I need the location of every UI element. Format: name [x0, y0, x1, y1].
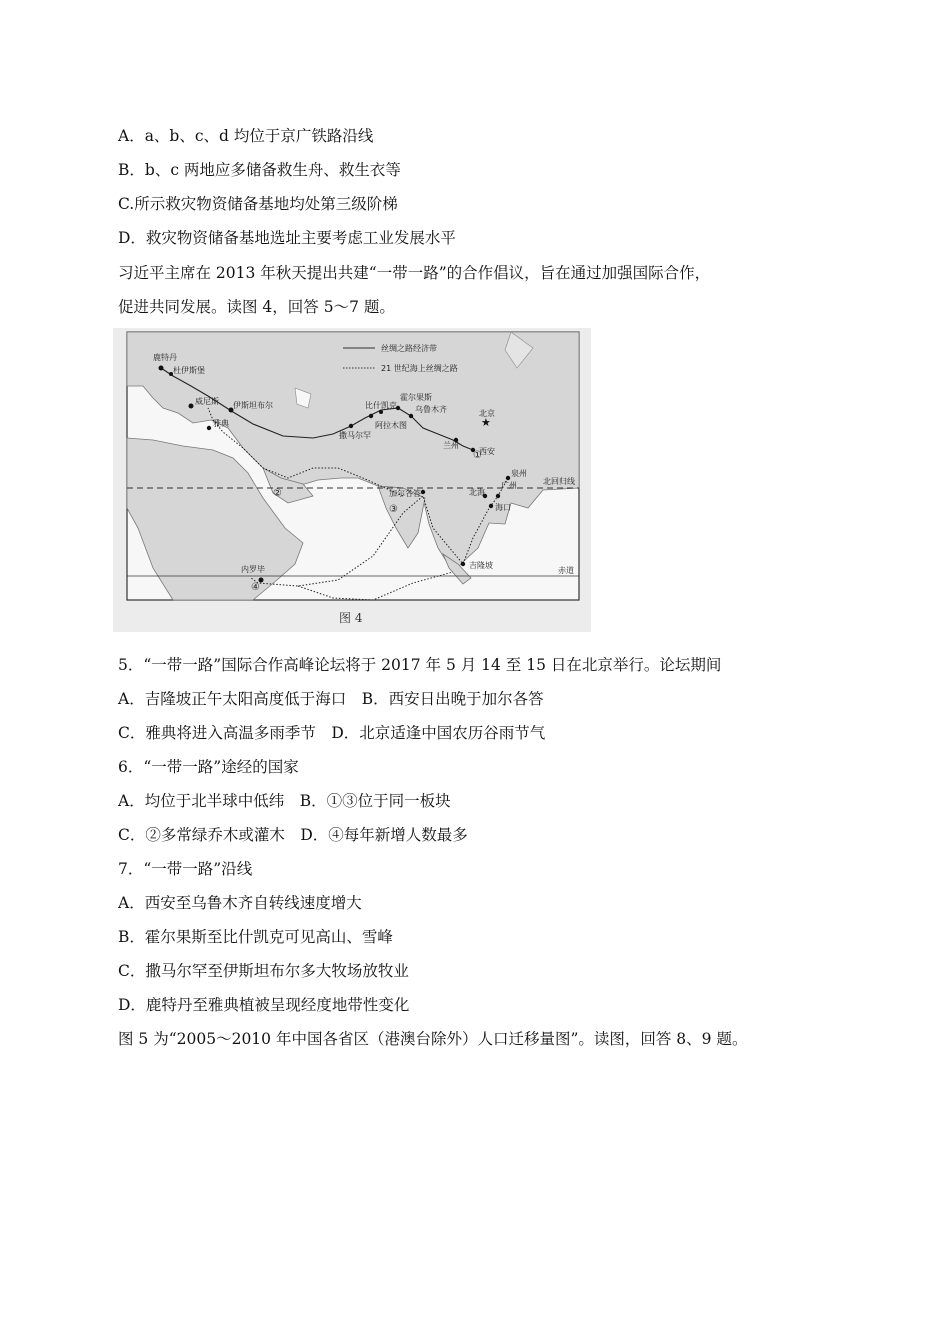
marker-3: ③: [389, 504, 398, 515]
label-urumqi: 乌鲁木齐: [415, 405, 447, 414]
question-5-stem: 5．“一带一路”国际合作高峰论坛将于 2017 年 5 月 14 至 15 日在北京举行。论坛期间: [118, 656, 722, 674]
label-quanzhou: 泉州: [511, 469, 527, 478]
label-kuala-lumpur: 吉隆坡: [469, 561, 493, 570]
legend-sea-route: 21 世纪海上丝绸之路: [381, 364, 458, 373]
question-6-stem: 6．“一带一路”途经的国家: [118, 758, 299, 776]
label-xian: 西安: [479, 447, 495, 456]
belt-and-road-map: [113, 328, 591, 632]
question-7-stem: 7．“一带一路”沿线: [118, 860, 253, 878]
marker-2: ②: [273, 488, 282, 499]
question-7-option-d: D．鹿特丹至雅典植被呈现经度地带性变化: [118, 996, 410, 1014]
intro-paragraph-line-2: 促进共同发展。读图 4，回答 5～7 题。: [118, 298, 395, 316]
label-venice: 威尼斯: [195, 397, 219, 406]
option-b-prev: B．b、c 两地应多储备救生舟、救生衣等: [118, 161, 401, 179]
label-samarkand: 撒马尔罕: [339, 431, 371, 440]
option-c-prev: C.所示救灾物资储备基地均处第三级阶梯: [118, 195, 398, 213]
label-bishkek: 比什凯克: [365, 401, 397, 410]
marker-4: ④: [251, 582, 260, 593]
question-6-options-cd: C．②多常绿乔木或灌木 D．④每年新增人数最多: [118, 826, 468, 844]
label-almaty: 阿拉木图: [375, 421, 407, 430]
figure-5-intro: 图 5 为“2005～2010 年中国各省区（港澳台除外）人口迁移量图”。读图，回答 8、9 题。: [118, 1030, 748, 1048]
label-beihai: 北海: [469, 488, 485, 497]
question-5-options-ab: A．吉隆坡正午太阳高度低于海口 B．西安日出晚于加尔各答: [118, 690, 544, 708]
label-nairobi: 内罗毕: [241, 565, 265, 574]
figure-caption: 图 4: [339, 611, 363, 625]
label-rotterdam: 鹿特丹: [153, 353, 177, 362]
label-khorgos: 霍尔果斯: [400, 393, 432, 402]
question-7-option-a: A．西安至乌鲁木齐自转线速度增大: [118, 894, 362, 912]
label-istanbul: 伊斯坦布尔: [233, 401, 273, 410]
marker-1: ①: [473, 450, 482, 461]
label-duisburg: 杜伊斯堡: [173, 366, 205, 375]
label-athens: 雅典: [213, 419, 229, 428]
option-d-prev: D．救灾物资储备基地选址主要考虑工业发展水平: [118, 229, 456, 247]
label-tropic: 北回归线: [543, 477, 575, 486]
option-a-prev: A．a、b、c、d 均位于京广铁路沿线: [118, 127, 374, 145]
label-guangzhou: 广州: [501, 481, 517, 490]
beijing-star-icon: ★: [481, 416, 491, 429]
label-beijing: 北京: [479, 409, 495, 418]
question-6-options-ab: A．均位于北半球中低纬 B．①③位于同一板块: [118, 792, 451, 810]
label-lanzhou: 兰州: [443, 441, 459, 450]
question-7-option-b: B．霍尔果斯至比什凯克可见高山、雪峰: [118, 928, 393, 946]
legend-land-route: 丝绸之路经济带: [381, 344, 437, 353]
label-haikou: 海口: [495, 503, 511, 512]
intro-paragraph-line-1: 习近平主席在 2013 年秋天提出共建“一带一路”的合作倡议，旨在通过加强国际合作，: [118, 264, 711, 282]
question-5-options-cd: C．雅典将进入高温多雨季节 D．北京适逢中国农历谷雨节气: [118, 724, 546, 742]
label-kolkata: 加尔各答: [389, 489, 421, 498]
label-equator: 赤道: [558, 566, 574, 575]
question-7-option-c: C．撒马尔罕至伊斯坦布尔多大牧场放牧业: [118, 962, 409, 980]
